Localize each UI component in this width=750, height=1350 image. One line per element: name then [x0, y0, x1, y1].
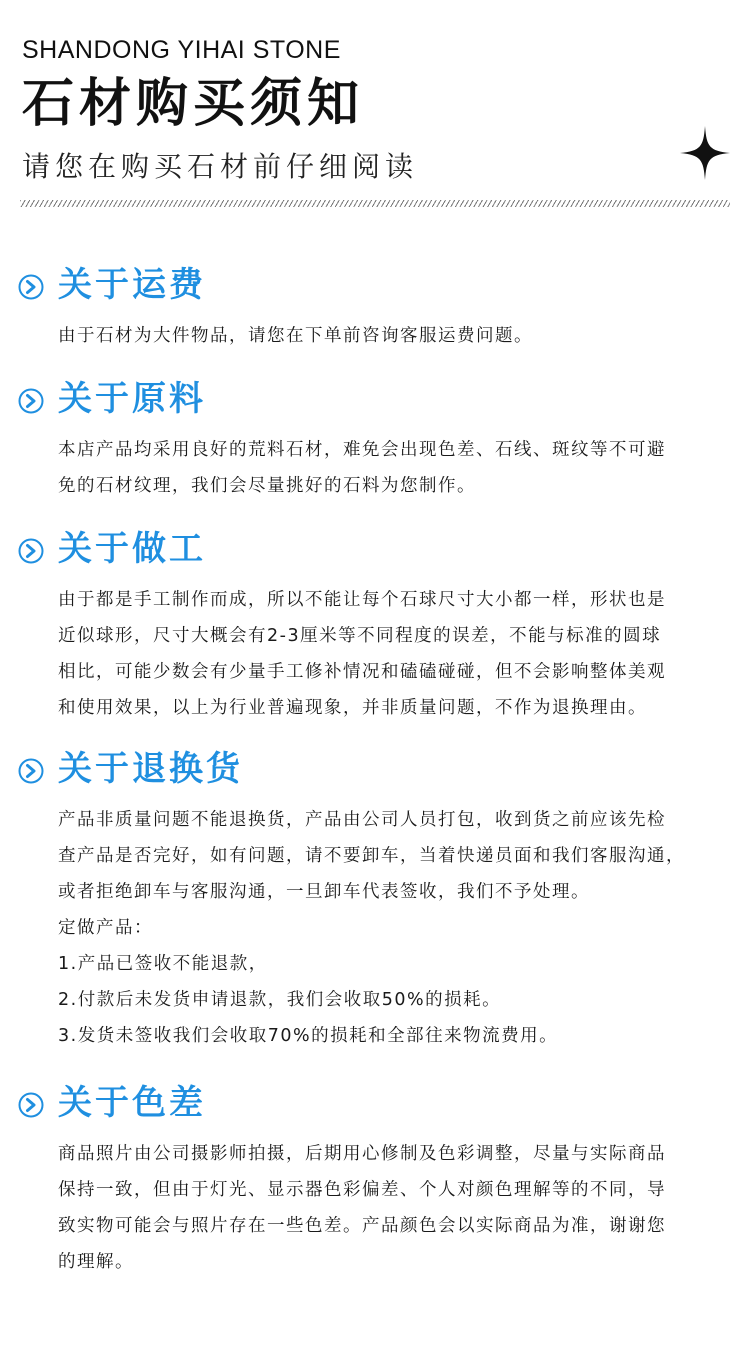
chevron-circle-icon: [18, 1092, 44, 1118]
body-text-line: 产品非质量问题不能退换货，产品由公司人员打包，收到货之前应该先检: [58, 810, 666, 830]
body-text-line: 或者拒绝卸车与客服沟通，一旦卸车代表签收，我们不予处理。: [58, 882, 590, 902]
section-title: 关于原料: [58, 379, 206, 419]
body-text-line: 2.付款后未发货申请退款，我们会收取50%的损耗。: [58, 990, 502, 1010]
four-point-star-icon: [680, 126, 730, 180]
page-header: [22, 36, 728, 184]
body-text-line: 商品照片由公司摄影师拍摄，后期用心修制及色彩调整，尽量与实际商品: [58, 1144, 666, 1164]
section-title: 关于运费: [58, 265, 206, 305]
section-title: 关于做工: [58, 529, 206, 569]
section-body: [18, 802, 734, 1054]
body-text-line: 相比，可能少数会有少量手工修补情况和磕磕碰碰，但不会影响整体美观: [58, 662, 666, 682]
section-body: [18, 318, 734, 354]
section-3: [18, 526, 734, 726]
section-2: [18, 376, 734, 504]
body-text-line: 定做产品：: [58, 918, 153, 938]
chevron-circle-icon: [18, 388, 44, 414]
body-text-line: 查产品是否完好，如有问题，请不要卸车，当着快递员面和我们客服沟通，: [58, 846, 685, 866]
section-heading: [18, 1080, 734, 1126]
chevron-circle-icon: [18, 538, 44, 564]
body-text-line: 和使用效果，以上为行业普遍现象，并非质量问题，不作为退换理由。: [58, 698, 647, 718]
section-heading: [18, 376, 734, 422]
section-5: [18, 1080, 734, 1280]
body-text-line: 3.发货未签收我们会收取70%的损耗和全部往来物流费用。: [58, 1026, 559, 1046]
section-title: 关于退换货: [58, 749, 243, 789]
body-text-line: 由于都是手工制作而成，所以不能让每个石球尺寸大小都一样，形状也是: [58, 590, 666, 610]
page-title: 石材购买须知: [22, 74, 365, 134]
section-title: 关于色差: [58, 1083, 206, 1123]
page-subtitle: 请您在购买石材前仔细阅读: [22, 150, 419, 183]
chevron-circle-icon: [18, 758, 44, 784]
chevron-circle-icon: [18, 274, 44, 300]
body-text-line: 近似球形，尺寸大概会有2-3厘米等不同程度的误差，不能与标准的圆球: [58, 626, 662, 646]
section-1: [18, 262, 734, 354]
section-body: [18, 1136, 734, 1280]
body-text-line: 由于石材为大件物品，请您在下单前咨询客服运费问题。: [58, 326, 533, 346]
body-text-line: 本店产品均采用良好的荒料石材，难免会出现色差、石线、斑纹等不可避: [58, 440, 666, 460]
hatched-divider: [20, 200, 730, 207]
section-4: [18, 746, 734, 1054]
section-body: [18, 582, 734, 726]
body-text-line: 免的石材纹理，我们会尽量挑好的石料为您制作。: [58, 476, 476, 496]
brand-name: SHANDONG YIHAI STONE: [22, 36, 341, 64]
section-body: [18, 432, 734, 504]
body-text-line: 的理解。: [58, 1252, 134, 1272]
body-text-line: 保持一致，但由于灯光、显示器色彩偏差、个人对颜色理解等的不同，导: [58, 1180, 666, 1200]
body-text-line: 1.产品已签收不能退款，: [58, 954, 268, 974]
body-text-line: 致实物可能会与照片存在一些色差。产品颜色会以实际商品为准，谢谢您: [58, 1216, 666, 1236]
section-heading: [18, 746, 734, 792]
section-heading: [18, 262, 734, 308]
section-heading: [18, 526, 734, 572]
